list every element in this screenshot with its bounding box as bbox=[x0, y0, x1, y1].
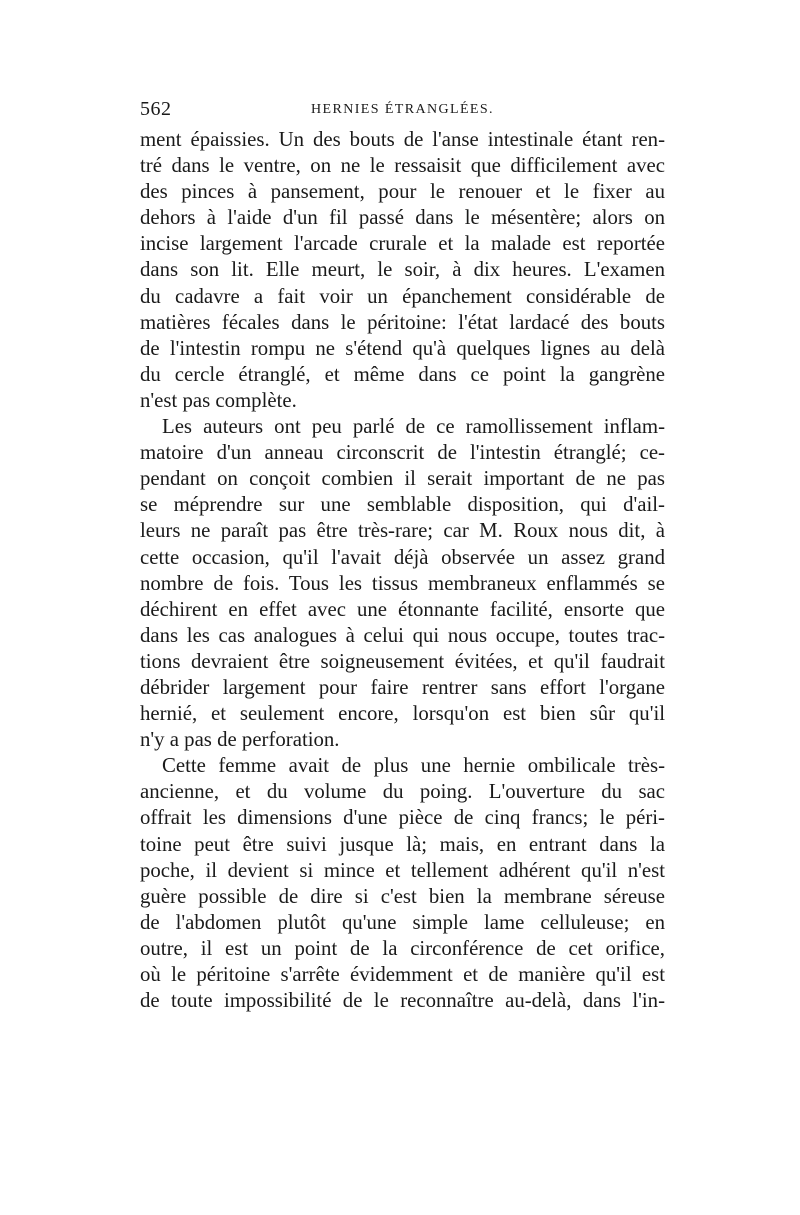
text-line: n'y a pas de perforation. bbox=[140, 728, 340, 752]
text-line: leurs ne paraît pas être très-rare; car M. Roux nous dit, à bbox=[140, 519, 665, 543]
text-line: poche, il devient si mince et tellement adhérent qu'il n'est bbox=[140, 858, 665, 882]
text-line: nombre de fois. Tous les tissus membraneux enflammés se bbox=[140, 571, 665, 595]
text-line: de l'intestin rompu ne s'étend qu'à quelques lignes au delà bbox=[140, 336, 665, 360]
text-line: tions devraient être soigneusement évitées, et qu'il faudrait bbox=[140, 649, 665, 673]
text-line: dans son lit. Elle meurt, le soir, à dix heures. L'examen bbox=[140, 258, 665, 282]
running-head bbox=[140, 98, 665, 128]
text-line: où le péritoine s'arrête évidemment et de manière qu'il est bbox=[140, 963, 665, 986]
text-line: du cadavre a fait voir un épanchement considérable de bbox=[140, 284, 665, 308]
page-number: 562 bbox=[140, 98, 172, 120]
text-line: guère possible de dire si c'est bien la membrane séreuse bbox=[140, 884, 665, 908]
text-line: pendant on conçoit combien il serait important de ne pas bbox=[140, 467, 665, 491]
text-line: dans les cas analogues à celui qui nous occupe, toutes trac- bbox=[140, 623, 665, 647]
text-line: des pinces à pansement, pour le renouer et le fixer au bbox=[140, 180, 665, 204]
text-line: débrider largement pour faire rentrer sans effort l'organe bbox=[140, 675, 665, 699]
body-text bbox=[140, 127, 665, 1014]
text-line: n'est pas complète. bbox=[140, 388, 297, 412]
text-line: ment épaissies. Un des bouts de l'anse intestinale étant ren- bbox=[140, 128, 665, 151]
running-title: HERNIES ÉTRANGLÉES. bbox=[311, 102, 494, 117]
text-line: matières fécales dans le péritoine: l'état lardacé des bouts bbox=[140, 310, 665, 334]
text-line: Les auteurs ont peu parlé de ce ramollissement inflam- bbox=[162, 415, 665, 439]
text-line: incise largement l'arcade crurale et la malade est reportée bbox=[140, 232, 665, 256]
text-line: du cercle étranglé, et même dans ce point la gangrène bbox=[140, 362, 665, 386]
text-line: de toute impossibilité de le reconnaître au-delà, dans l'in- bbox=[140, 989, 665, 1013]
text-line: toine peut être suivi jusque là; mais, en entrant dans la bbox=[140, 832, 665, 856]
text-line: ancienne, et du volume du poing. L'ouverture du sac bbox=[140, 780, 665, 804]
text-line: Cette femme avait de plus une hernie ombilicale très- bbox=[162, 754, 665, 778]
text-line: cette occasion, qu'il l'avait déjà observée un assez grand bbox=[140, 545, 665, 569]
text-line: dehors à l'aide d'un fil passé dans le mésentère; alors on bbox=[140, 206, 665, 230]
text-line: tré dans le ventre, on ne le ressaisit que difficilement avec bbox=[140, 154, 665, 178]
text-line: déchirent en effet avec une étonnante facilité, ensorte que bbox=[140, 597, 665, 621]
text-line: outre, il est un point de la circonférence de cet orifice, bbox=[140, 936, 665, 960]
text-line: matoire d'un anneau circonscrit de l'intestin étranglé; ce- bbox=[140, 441, 665, 465]
text-line: hernié, et seulement encore, lorsqu'on est bien sûr qu'il bbox=[140, 702, 665, 726]
text-line: offrait les dimensions d'une pièce de cinq francs; le péri- bbox=[140, 806, 665, 830]
text-line: de l'abdomen plutôt qu'une simple lame celluleuse; en bbox=[140, 910, 665, 934]
text-line: se méprendre sur une semblable disposition, qui d'ail- bbox=[140, 493, 665, 517]
